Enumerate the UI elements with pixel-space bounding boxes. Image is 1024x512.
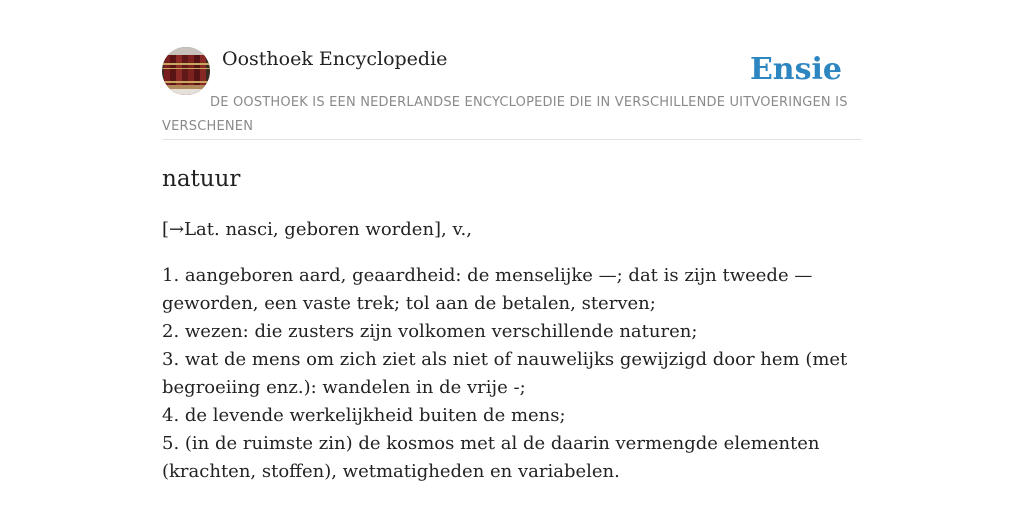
entry-etymology: [→Lat. nasci, geboren worden], v.,	[162, 219, 472, 240]
entry-container	[162, 47, 862, 486]
source-avatar[interactable]	[162, 47, 210, 95]
source-header	[162, 47, 862, 140]
definition-item: 3. wat de mens om zich ziet als niet of nauwelijks gewijzigd door hem (met begroeiing enz.): wandelen in de vrije -;	[162, 349, 848, 398]
definition-item: 2. wezen: die zusters zijn volkomen verschillende naturen;	[162, 321, 698, 342]
definition-item: 4. de levende werkelijkheid buiten de mens;	[162, 405, 566, 426]
definition-item: 1. aangeboren aard, geaardheid: de menselijke —; dat is zijn tweede — geworden, een vaste trek; tol aan de betalen, sterven;	[162, 265, 813, 314]
entry-definitions	[162, 262, 862, 486]
source-name[interactable]: Oosthoek Encyclopedie	[222, 48, 448, 70]
source-tagline: DE OOSTHOEK IS EEN NEDERLANDSE ENCYCLOPEDIE DIE IN VERSCHILLENDE UITVOERINGEN IS VERSCHENEN	[162, 95, 848, 134]
entry-headword: natuur	[162, 166, 241, 192]
encyclopedia-books-icon	[162, 47, 210, 95]
definition-item: 5. (in de ruimste zin) de kosmos met al de daarin vermengde elementen (krachten, stoffen), wetmatigheden en variabelen.	[162, 433, 820, 482]
brand-logo[interactable]: Ensie	[749, 52, 842, 87]
